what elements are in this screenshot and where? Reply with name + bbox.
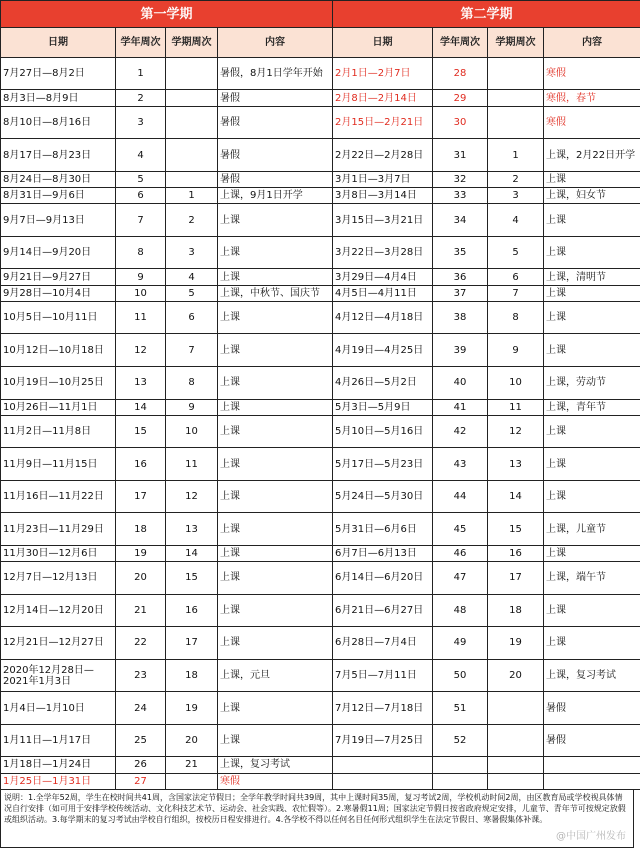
sem1-date-cell: 1月25日—1月31日 [1, 773, 116, 789]
sem1-term-week-cell: 9 [166, 399, 218, 415]
table-row [1, 545, 640, 561]
sem2-year-week-cell: 38 [433, 301, 488, 334]
sem2-term-week-cell: 16 [488, 545, 544, 561]
sem1-year-week-cell: 16 [116, 448, 166, 481]
table-row [1, 106, 640, 139]
sem2-content-cell: 上课，劳动节 [544, 366, 640, 399]
sem1-year-week-cell: 18 [116, 513, 166, 546]
sem1-term-week-cell [166, 139, 218, 172]
sem2-year-week-cell: 50 [433, 659, 488, 692]
sem1-date-cell: 10月26日—11月1日 [1, 399, 116, 415]
sem1-content-cell: 上课 [218, 301, 333, 334]
sem2-content-cell: 寒假 [544, 57, 640, 90]
sem1-date-cell: 8月31日—9月6日 [1, 188, 116, 204]
sem2-year-week-cell: 42 [433, 415, 488, 448]
sem1-date-cell: 11月2日—11月8日 [1, 415, 116, 448]
sem2-content-cell: 上课，儿童节 [544, 513, 640, 546]
sem2-date-cell: 6月7日—6月13日 [333, 545, 433, 561]
sem2-term-week-cell: 10 [488, 366, 544, 399]
notes-text: 说明：1.全学年52周，学生在校时间共41周，含国家法定节假日；全学年教学时间共39周，其中上课时间35周，复习考试2周，学校机动时间2周，由区教育局或学校视具体情况自行安排（如可用于安排学校传统活动、文化科技艺术节、运动会、社会实践、农忙假等）。2.寒暑假11周；国家法定节假日按省政府规定安排，儿童节、青年节可按规定放假或组织活动。3.每学期末的复习考试由学校自行组织，按校历日程安排进行。4.各学校不得以任何名目任何形式组织学生在法定节假日、寒暑假集体补课。 [0, 790, 634, 848]
header-date-1: 日期 [1, 28, 116, 57]
table-row [1, 659, 640, 692]
sem1-year-week-cell: 21 [116, 594, 166, 627]
sem2-date-cell: 3月1日—3月7日 [333, 171, 433, 187]
sem2-content-cell: 上课，青年节 [544, 399, 640, 415]
sem2-content-cell: 上课 [544, 448, 640, 481]
sem1-content-cell: 上课 [218, 692, 333, 725]
table-row [1, 285, 640, 301]
sem2-content-cell [544, 757, 640, 773]
table-row [1, 562, 640, 595]
sem1-date-cell: 9月7日—9月13日 [1, 204, 116, 237]
sem1-content-cell: 暑假 [218, 139, 333, 172]
table-row [1, 513, 640, 546]
sem2-year-week-cell: 34 [433, 204, 488, 237]
sem1-term-week-cell [166, 106, 218, 139]
sem2-year-week-cell: 35 [433, 236, 488, 269]
sem2-term-week-cell [488, 773, 544, 789]
sem2-date-cell: 3月8日—3月14日 [333, 188, 433, 204]
sem1-content-cell: 暑假 [218, 171, 333, 187]
sem2-content-cell: 上课 [544, 204, 640, 237]
sem2-term-week-cell: 9 [488, 334, 544, 367]
sem1-date-cell: 1月4日—1月10日 [1, 692, 116, 725]
sem1-year-week-cell: 24 [116, 692, 166, 725]
sem1-year-week-cell: 6 [116, 188, 166, 204]
header-content-2: 内容 [544, 28, 640, 57]
sem2-content-cell: 上课 [544, 627, 640, 660]
sem1-date-cell: 2020年12月28日—2021年1月3日 [1, 659, 116, 692]
sem2-date-cell: 6月28日—7月4日 [333, 627, 433, 660]
sem1-year-week-cell: 4 [116, 139, 166, 172]
sem2-term-week-cell: 14 [488, 480, 544, 513]
sem1-year-week-cell: 25 [116, 724, 166, 757]
sem1-term-week-cell: 3 [166, 236, 218, 269]
sem1-term-week-cell [166, 773, 218, 789]
sem1-date-cell: 8月3日—8月9日 [1, 90, 116, 106]
sem2-term-week-cell [488, 724, 544, 757]
table-row [1, 334, 640, 367]
sem1-date-cell: 8月17日—8月23日 [1, 139, 116, 172]
sem1-term-week-cell: 19 [166, 692, 218, 725]
sem2-term-week-cell: 2 [488, 171, 544, 187]
sem1-content-cell: 上课 [218, 269, 333, 285]
table-row [1, 171, 640, 187]
sem1-date-cell: 7月27日—8月2日 [1, 57, 116, 90]
sem1-year-week-cell: 12 [116, 334, 166, 367]
table-row [1, 236, 640, 269]
sem2-content-cell: 寒假，春节 [544, 90, 640, 106]
sem1-content-cell: 上课 [218, 594, 333, 627]
sem2-content-cell: 上课 [544, 236, 640, 269]
sem2-date-cell: 5月31日—6月6日 [333, 513, 433, 546]
sem2-term-week-cell [488, 90, 544, 106]
sem1-date-cell: 9月28日—10月4日 [1, 285, 116, 301]
sem1-content-cell: 暑假 [218, 90, 333, 106]
table-row [1, 448, 640, 481]
table-row [1, 757, 640, 773]
column-header-row [1, 28, 640, 57]
sem2-term-week-cell: 20 [488, 659, 544, 692]
table-row [1, 415, 640, 448]
sem2-year-week-cell: 43 [433, 448, 488, 481]
table-row [1, 90, 640, 106]
sem1-content-cell: 寒假 [218, 773, 333, 789]
sem1-date-cell: 12月14日—12月20日 [1, 594, 116, 627]
sem1-date-cell: 12月21日—12月27日 [1, 627, 116, 660]
sem2-date-cell: 4月5日—4月11日 [333, 285, 433, 301]
sem2-content-cell: 上课，复习考试 [544, 659, 640, 692]
sem1-date-cell: 10月19日—10月25日 [1, 366, 116, 399]
sem2-year-week-cell: 37 [433, 285, 488, 301]
sem1-year-week-cell: 8 [116, 236, 166, 269]
sem1-term-week-cell [166, 57, 218, 90]
sem2-date-cell: 3月15日—3月21日 [333, 204, 433, 237]
sem2-term-week-cell: 8 [488, 301, 544, 334]
table-row [1, 366, 640, 399]
sem2-year-week-cell: 51 [433, 692, 488, 725]
sem1-year-week-cell: 19 [116, 545, 166, 561]
sem1-year-week-cell: 5 [116, 171, 166, 187]
sem2-date-cell: 7月5日—7月11日 [333, 659, 433, 692]
semester-title-row [1, 1, 640, 28]
sem2-content-cell: 暑假 [544, 724, 640, 757]
sem2-content-cell: 上课 [544, 594, 640, 627]
sem1-date-cell: 9月14日—9月20日 [1, 236, 116, 269]
sem2-year-week-cell: 33 [433, 188, 488, 204]
sem1-term-week-cell [166, 90, 218, 106]
semester1-title: 第一学期 [1, 1, 333, 28]
sem2-date-cell: 7月19日—7月25日 [333, 724, 433, 757]
table-row [1, 301, 640, 334]
sem2-year-week-cell: 47 [433, 562, 488, 595]
sem1-content-cell: 上课 [218, 480, 333, 513]
sem2-content-cell: 上课 [544, 301, 640, 334]
header-term-week-1: 学期周次 [166, 28, 218, 57]
sem1-year-week-cell: 13 [116, 366, 166, 399]
sem1-content-cell: 上课，9月1日开学 [218, 188, 333, 204]
sem2-year-week-cell: 49 [433, 627, 488, 660]
sem2-date-cell [333, 773, 433, 789]
sem1-year-week-cell: 15 [116, 415, 166, 448]
sem2-term-week-cell: 18 [488, 594, 544, 627]
sem2-date-cell: 6月21日—6月27日 [333, 594, 433, 627]
sem1-date-cell: 1月18日—1月24日 [1, 757, 116, 773]
sem1-year-week-cell: 11 [116, 301, 166, 334]
sem2-date-cell: 6月14日—6月20日 [333, 562, 433, 595]
sem2-content-cell [544, 773, 640, 789]
sem1-content-cell: 上课 [218, 627, 333, 660]
sem2-date-cell: 3月22日—3月28日 [333, 236, 433, 269]
sem2-content-cell: 上课 [544, 480, 640, 513]
sem2-year-week-cell: 30 [433, 106, 488, 139]
table-row [1, 188, 640, 204]
sem2-term-week-cell: 3 [488, 188, 544, 204]
header-year-week-1: 学年周次 [116, 28, 166, 57]
sem1-date-cell: 10月5日—10月11日 [1, 301, 116, 334]
semester2-title: 第二学期 [333, 1, 640, 28]
sem2-date-cell: 5月3日—5月9日 [333, 399, 433, 415]
sem1-content-cell: 上课 [218, 513, 333, 546]
sem1-year-week-cell: 3 [116, 106, 166, 139]
table-row [1, 627, 640, 660]
sem2-term-week-cell [488, 692, 544, 725]
sem1-content-cell: 上课 [218, 415, 333, 448]
sem2-year-week-cell: 44 [433, 480, 488, 513]
sem2-term-week-cell: 7 [488, 285, 544, 301]
sem1-date-cell: 1月11日—1月17日 [1, 724, 116, 757]
sem1-content-cell: 上课，中秋节、国庆节 [218, 285, 333, 301]
table-row [1, 204, 640, 237]
sem1-term-week-cell: 11 [166, 448, 218, 481]
sem2-term-week-cell: 11 [488, 399, 544, 415]
sem1-year-week-cell: 17 [116, 480, 166, 513]
sem2-date-cell: 5月10日—5月16日 [333, 415, 433, 448]
sem1-term-week-cell: 7 [166, 334, 218, 367]
watermark: @中国广州发布 [556, 831, 626, 842]
sem1-year-week-cell: 14 [116, 399, 166, 415]
sem1-term-week-cell: 12 [166, 480, 218, 513]
sem2-year-week-cell: 45 [433, 513, 488, 546]
sem2-year-week-cell: 52 [433, 724, 488, 757]
sem1-year-week-cell: 22 [116, 627, 166, 660]
table-row [1, 399, 640, 415]
sem1-term-week-cell [166, 171, 218, 187]
table-row [1, 692, 640, 725]
sem2-year-week-cell: 40 [433, 366, 488, 399]
sem1-year-week-cell: 9 [116, 269, 166, 285]
sem2-date-cell: 7月12日—7月18日 [333, 692, 433, 725]
sem2-term-week-cell: 6 [488, 269, 544, 285]
sem2-date-cell: 2月22日—2月28日 [333, 139, 433, 172]
sem1-content-cell: 上课 [218, 366, 333, 399]
sem2-term-week-cell: 5 [488, 236, 544, 269]
sem1-term-week-cell: 6 [166, 301, 218, 334]
sem1-year-week-cell: 27 [116, 773, 166, 789]
sem2-date-cell: 4月19日—4月25日 [333, 334, 433, 367]
sem1-content-cell: 上课 [218, 399, 333, 415]
sem2-date-cell: 2月15日—2月21日 [333, 106, 433, 139]
sem1-date-cell: 11月23日—11月29日 [1, 513, 116, 546]
sem1-term-week-cell: 2 [166, 204, 218, 237]
sem1-term-week-cell: 18 [166, 659, 218, 692]
sem1-year-week-cell: 10 [116, 285, 166, 301]
sem2-year-week-cell: 29 [433, 90, 488, 106]
sem1-content-cell: 上课 [218, 334, 333, 367]
sem2-year-week-cell: 48 [433, 594, 488, 627]
sem2-year-week-cell: 28 [433, 57, 488, 90]
sem2-date-cell: 4月26日—5月2日 [333, 366, 433, 399]
sem2-date-cell: 2月8日—2月14日 [333, 90, 433, 106]
sem1-year-week-cell: 23 [116, 659, 166, 692]
sem2-term-week-cell: 12 [488, 415, 544, 448]
sem2-content-cell: 上课，端午节 [544, 562, 640, 595]
sem1-content-cell: 暑假 [218, 106, 333, 139]
sem1-content-cell: 上课 [218, 204, 333, 237]
sem2-content-cell: 暑假 [544, 692, 640, 725]
table-row [1, 773, 640, 789]
sem1-term-week-cell: 5 [166, 285, 218, 301]
sem2-content-cell: 上课 [544, 285, 640, 301]
sem2-term-week-cell: 1 [488, 139, 544, 172]
sem1-term-week-cell: 8 [166, 366, 218, 399]
sem1-date-cell: 12月7日—12月13日 [1, 562, 116, 595]
sem1-date-cell: 9月21日—9月27日 [1, 269, 116, 285]
sem2-date-cell: 2月1日—2月7日 [333, 57, 433, 90]
table-row [1, 269, 640, 285]
sem2-content-cell: 上课，2月22日开学 [544, 139, 640, 172]
table-row [1, 480, 640, 513]
table-row [1, 57, 640, 90]
sem1-term-week-cell: 16 [166, 594, 218, 627]
sem1-content-cell: 上课 [218, 236, 333, 269]
sem2-date-cell: 5月24日—5月30日 [333, 480, 433, 513]
sem2-term-week-cell [488, 757, 544, 773]
sem2-content-cell: 寒假 [544, 106, 640, 139]
sem1-content-cell: 上课，元旦 [218, 659, 333, 692]
sem1-content-cell: 上课，复习考试 [218, 757, 333, 773]
sem2-date-cell: 4月12日—4月18日 [333, 301, 433, 334]
sem1-date-cell: 8月24日—8月30日 [1, 171, 116, 187]
sem1-date-cell: 11月30日—12月6日 [1, 545, 116, 561]
sem2-content-cell: 上课，妇女节 [544, 188, 640, 204]
sem1-term-week-cell: 17 [166, 627, 218, 660]
sem1-date-cell: 11月16日—11月22日 [1, 480, 116, 513]
sem2-term-week-cell: 19 [488, 627, 544, 660]
sem1-date-cell: 8月10日—8月16日 [1, 106, 116, 139]
sem2-date-cell [333, 757, 433, 773]
sem1-year-week-cell: 1 [116, 57, 166, 90]
sem2-content-cell: 上课 [544, 545, 640, 561]
sem1-year-week-cell: 26 [116, 757, 166, 773]
sem1-term-week-cell: 21 [166, 757, 218, 773]
sem2-term-week-cell [488, 106, 544, 139]
sem2-content-cell: 上课 [544, 171, 640, 187]
table-row [1, 594, 640, 627]
sem1-content-cell: 上课 [218, 724, 333, 757]
sem2-content-cell: 上课，清明节 [544, 269, 640, 285]
sem2-year-week-cell: 46 [433, 545, 488, 561]
sem1-content-cell: 上课 [218, 448, 333, 481]
sem2-date-cell: 3月29日—4月4日 [333, 269, 433, 285]
sem1-term-week-cell: 14 [166, 545, 218, 561]
sem1-date-cell: 10月12日—10月18日 [1, 334, 116, 367]
sem1-year-week-cell: 7 [116, 204, 166, 237]
sem2-term-week-cell: 15 [488, 513, 544, 546]
header-date-2: 日期 [333, 28, 433, 57]
sem1-term-week-cell: 10 [166, 415, 218, 448]
sem1-term-week-cell: 1 [166, 188, 218, 204]
sem2-content-cell: 上课 [544, 415, 640, 448]
sem2-year-week-cell: 41 [433, 399, 488, 415]
sem1-term-week-cell: 13 [166, 513, 218, 546]
sem2-date-cell: 5月17日—5月23日 [333, 448, 433, 481]
sem1-date-cell: 11月9日—11月15日 [1, 448, 116, 481]
header-content-1: 内容 [218, 28, 333, 57]
sem1-year-week-cell: 20 [116, 562, 166, 595]
sem2-year-week-cell: 39 [433, 334, 488, 367]
sem2-year-week-cell [433, 773, 488, 789]
table-row [1, 139, 640, 172]
sem1-content-cell: 上课 [218, 545, 333, 561]
sem1-term-week-cell: 20 [166, 724, 218, 757]
header-term-week-2: 学期周次 [488, 28, 544, 57]
sem2-year-week-cell: 31 [433, 139, 488, 172]
sem2-term-week-cell: 4 [488, 204, 544, 237]
sem1-content-cell: 上课 [218, 562, 333, 595]
sem2-term-week-cell: 13 [488, 448, 544, 481]
sem2-year-week-cell [433, 757, 488, 773]
sem2-year-week-cell: 36 [433, 269, 488, 285]
sem2-term-week-cell [488, 57, 544, 90]
sem2-term-week-cell: 17 [488, 562, 544, 595]
header-year-week-2: 学年周次 [433, 28, 488, 57]
sem1-content-cell: 暑假，8月1日学年开始 [218, 57, 333, 90]
sem2-content-cell: 上课 [544, 334, 640, 367]
sem2-year-week-cell: 32 [433, 171, 488, 187]
sem1-year-week-cell: 2 [116, 90, 166, 106]
sem1-term-week-cell: 15 [166, 562, 218, 595]
sem1-term-week-cell: 4 [166, 269, 218, 285]
table-row [1, 724, 640, 757]
